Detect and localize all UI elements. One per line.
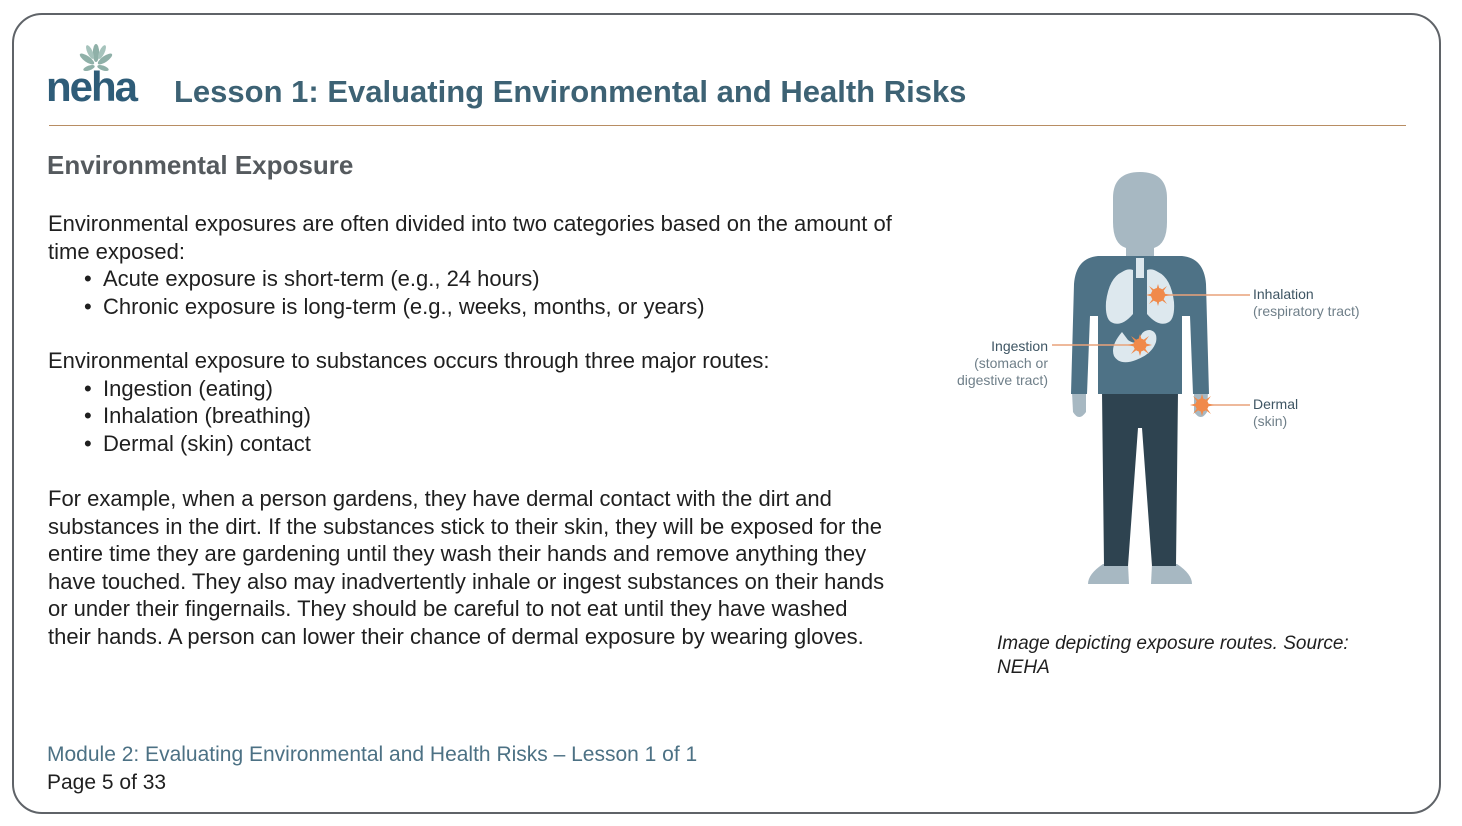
dermal-label-name: Dermal bbox=[1253, 396, 1299, 412]
ingestion-label-sub2: digestive tract) bbox=[956, 372, 1048, 388]
ingestion-label-sub1: (stomach or bbox=[974, 355, 1048, 371]
list-item: • Inhalation (breathing) bbox=[84, 402, 898, 430]
dermal-exposure-marker bbox=[1190, 394, 1214, 416]
page-number: Page 5 of 33 bbox=[47, 771, 167, 794]
dermal-label-sub: (skin) bbox=[1253, 413, 1288, 429]
footer-module-title: Module 2: Evaluating Environmental and Health Risks – Lesson 1 of 1 bbox=[47, 743, 698, 766]
exposure-routes-block bbox=[48, 347, 898, 457]
paragraph-exposure-categories: Environmental exposures are often divided into two categories based on the amount of time exposed: bbox=[48, 211, 892, 264]
exposure-routes-list bbox=[48, 375, 898, 458]
inhalation-label bbox=[1253, 286, 1360, 320]
right-shoe bbox=[1151, 564, 1192, 584]
paragraph-exposure-routes: Environmental exposure to substances occurs through three major routes: bbox=[48, 348, 770, 373]
neha-logo bbox=[46, 44, 142, 108]
list-item: • Acute exposure is short-term (e.g., 24 hours) bbox=[84, 265, 898, 293]
exposure-duration-list bbox=[48, 265, 898, 320]
dermal-label bbox=[1253, 396, 1298, 430]
list-item: • Dermal (skin) contact bbox=[84, 430, 898, 458]
ingestion-label bbox=[940, 338, 1048, 389]
exposure-routes-figure bbox=[930, 160, 1400, 600]
head-shape bbox=[1113, 172, 1167, 258]
section-title: Environmental Exposure bbox=[47, 150, 354, 180]
list-item: • Ingestion (eating) bbox=[84, 375, 898, 403]
left-shoe bbox=[1088, 564, 1129, 584]
exposure-duration-block bbox=[48, 210, 898, 320]
logo-text: neha bbox=[46, 63, 137, 110]
inhalation-label-name: Inhalation bbox=[1253, 286, 1314, 302]
trachea bbox=[1136, 258, 1144, 278]
ingestion-label-name: Ingestion bbox=[991, 338, 1048, 354]
pants-shape bbox=[1102, 392, 1178, 566]
list-item: • Chronic exposure is long-term (e.g., weeks, months, or years) bbox=[84, 293, 898, 321]
left-hand bbox=[1072, 392, 1086, 417]
paragraph-gardening-example: For example, when a person gardens, they have dermal contact with the dirt and substances in the dirt. If the substances stick to their skin, they will be exposed for the entire time they are gardening until they wash their hands and remove anything they have touched. They also may inadvertently inhale or ingest substances on their hands or under their fingernails. They should be careful to not eat until they have washed their hands. A person can lower their chance of dermal exposure by wearing gloves. bbox=[48, 486, 885, 649]
figure-caption: Image depicting exposure routes. Source: NEHA bbox=[997, 633, 1349, 678]
page-title: Lesson 1: Evaluating Environmental and Health Risks bbox=[174, 74, 967, 109]
inhalation-label-sub: (respiratory tract) bbox=[1253, 303, 1360, 319]
title-divider bbox=[49, 125, 1406, 126]
